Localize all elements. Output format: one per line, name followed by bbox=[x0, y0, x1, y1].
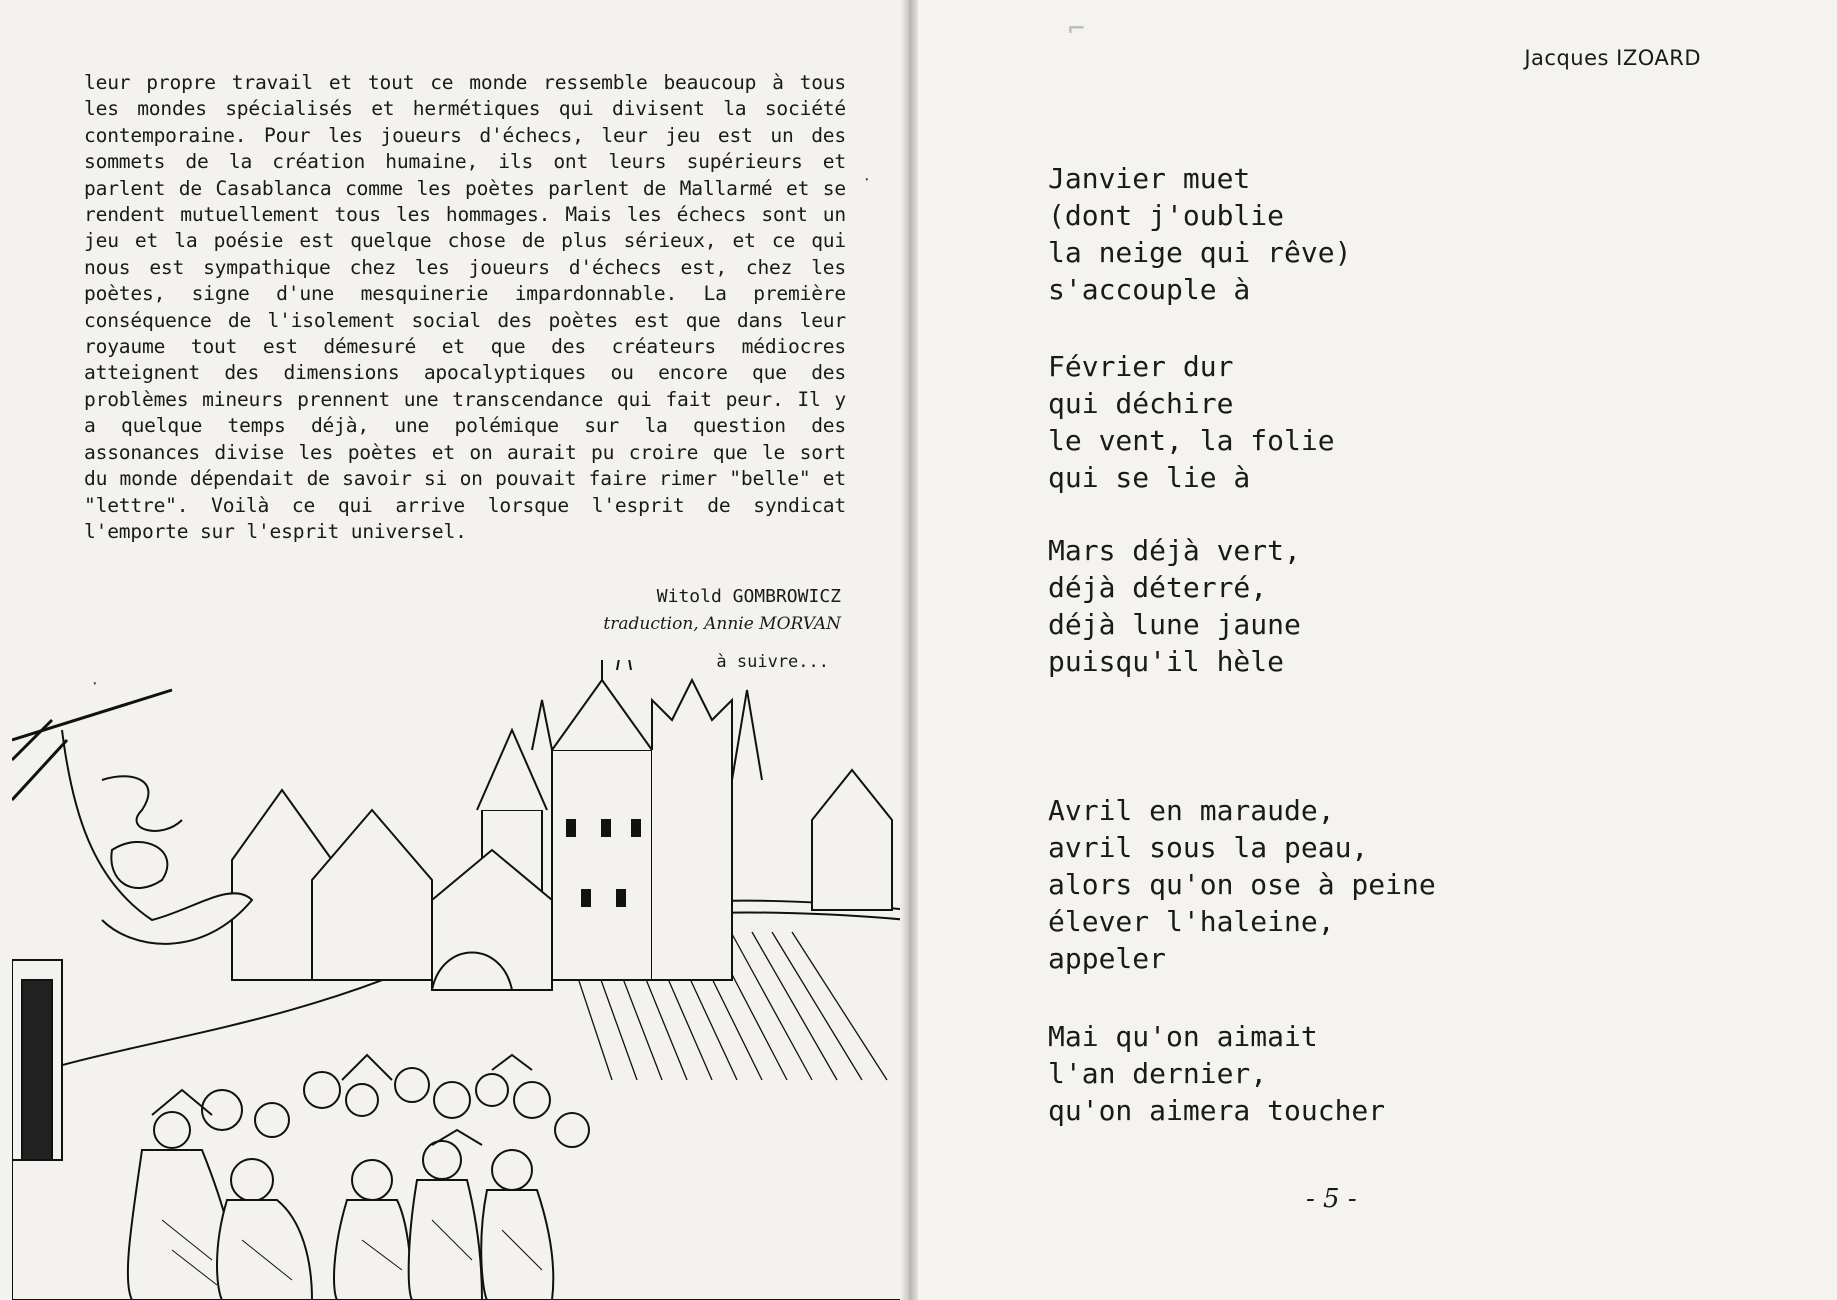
poem-line: Mars déjà vert, bbox=[1048, 534, 1301, 567]
stanza bbox=[1048, 160, 1508, 308]
book-gutter bbox=[900, 0, 918, 1300]
castle-crowd-illustration bbox=[12, 660, 910, 1300]
stanza bbox=[1048, 792, 1508, 977]
continued-note: à suivre... bbox=[716, 652, 829, 672]
poem-line: la neige qui rêve) bbox=[1048, 236, 1352, 269]
stanza bbox=[1048, 348, 1508, 496]
right-page: Jacques IZOARD Janvier muet (dont j'oublie la neige qui rêve) s'accouple à Février dur qui déchire le vent, la folie qui se lie à Mars déjà vert, déjà déterré, déjà lune jaune puisqu'il hèle Avril en maraude, avril sous la peau, alors qu'on ose à peine élever l'haleine, appeler Mai qu'on aimait l'an dernier, qu'on aimera toucher - 5 - ⌐ bbox=[918, 0, 1837, 1300]
poem-line: l'an dernier, bbox=[1048, 1057, 1268, 1090]
poem-line: qui déchire bbox=[1048, 387, 1234, 420]
poem-line: appeler bbox=[1048, 942, 1167, 975]
poem-author: Jacques IZOARD bbox=[1524, 46, 1701, 70]
poem-line: Mai qu'on aimait bbox=[1048, 1020, 1318, 1053]
essay-paragraph: leur propre travail et tout ce monde ressemble beaucoup à tous les mondes spécialisés et hermétiques qui divisent la société contemporaine. Pour les joueurs d'échecs, leur jeu est un des sommets de la création humaine, ils ont leurs supérieurs et parlent de Casablanca comme les poètes parlent de Mallarmé et se rendent mutuellement tous les hommages. Mais les échecs sont un jeu et la poésie est quelque chose de plus sérieux, et ce qui nous est sympathique chez les joueurs d'échecs est, chez les poètes, signe d'une mesquinerie impardonnable. La première conséquence de l'isolement social des poètes est que dans leur royaume tout est démesuré et que des créateurs médiocres atteignent des dimensions apocalyptiques ou encore que des problèmes mineurs prennent une transcendance qui fait peur. Il y a quelque temps déjà, une polémique sur la question des assonances divise les poètes et on aurait pu croire que le sort du monde dépendait de savoir si on pouvait faire rimer "belle" et "lettre". Voilà ce qui arrive lorsque l'esprit de syndicat l'emporte sur l'esprit universel. bbox=[84, 71, 846, 543]
poem-line: puisqu'il hèle bbox=[1048, 645, 1285, 678]
poem-line: (dont j'oublie bbox=[1048, 199, 1285, 232]
essay-translator: traduction, Annie MORVAN bbox=[603, 614, 841, 634]
poem-line: Avril en maraude, bbox=[1048, 794, 1335, 827]
stanza bbox=[1048, 1018, 1508, 1129]
poem-line: s'accouple à bbox=[1048, 273, 1251, 306]
poem-line: élever l'haleine, bbox=[1048, 905, 1335, 938]
poem-line: Janvier muet bbox=[1048, 162, 1251, 195]
poem-line: qui se lie à bbox=[1048, 461, 1251, 494]
poem-line: alors qu'on ose à peine bbox=[1048, 868, 1436, 901]
poem-line: avril sous la peau, bbox=[1048, 831, 1369, 864]
poem-line: qu'on aimera toucher bbox=[1048, 1094, 1386, 1127]
poem-line: Février dur bbox=[1048, 350, 1234, 383]
left-page: leur propre travail et tout ce monde ressemble beaucoup à tous les mondes spécialisés et hermétiques qui divisent la société contemporaine. Pour les joueurs d'échecs, leur jeu est un des sommets de la création humaine, ils ont leurs supérieurs et parlent de Casablanca comme les poètes parlent de Mallarmé et se rendent mutuellement tous les hommages. Mais les échecs sont un jeu et la poésie est quelque chose de plus sérieux, et ce qui nous est sympathique chez les joueurs d'échecs est, chez les poètes, signe d'une mesquinerie impardonnable. La première conséquence de l'isolement social des poètes est que dans leur royaume tout est démesuré et que des créateurs médiocres atteignent des dimensions apocalyptiques ou encore que des problèmes mineurs prennent une transcendance qui fait peur. Il y a quelque temps déjà, une polémique sur la question des assonances divise les poètes et on aurait pu croire que le sort du monde dépendait de savoir si on pouvait faire rimer "belle" et "lettre". Voilà ce qui arrive lorsque l'esprit de syndicat l'emporte sur l'esprit universel. Witold GOMBROWICZ traduction, Annie MORVAN à suivre... · · bbox=[0, 0, 905, 1300]
poem-line: déjà déterré, bbox=[1048, 571, 1268, 604]
essay-author: Witold GOMBROWICZ bbox=[656, 586, 841, 607]
stanza bbox=[1048, 532, 1508, 680]
poem-line: le vent, la folie bbox=[1048, 424, 1335, 457]
poem-line: déjà lune jaune bbox=[1048, 608, 1301, 641]
page-number: - 5 - bbox=[1306, 1184, 1357, 1214]
